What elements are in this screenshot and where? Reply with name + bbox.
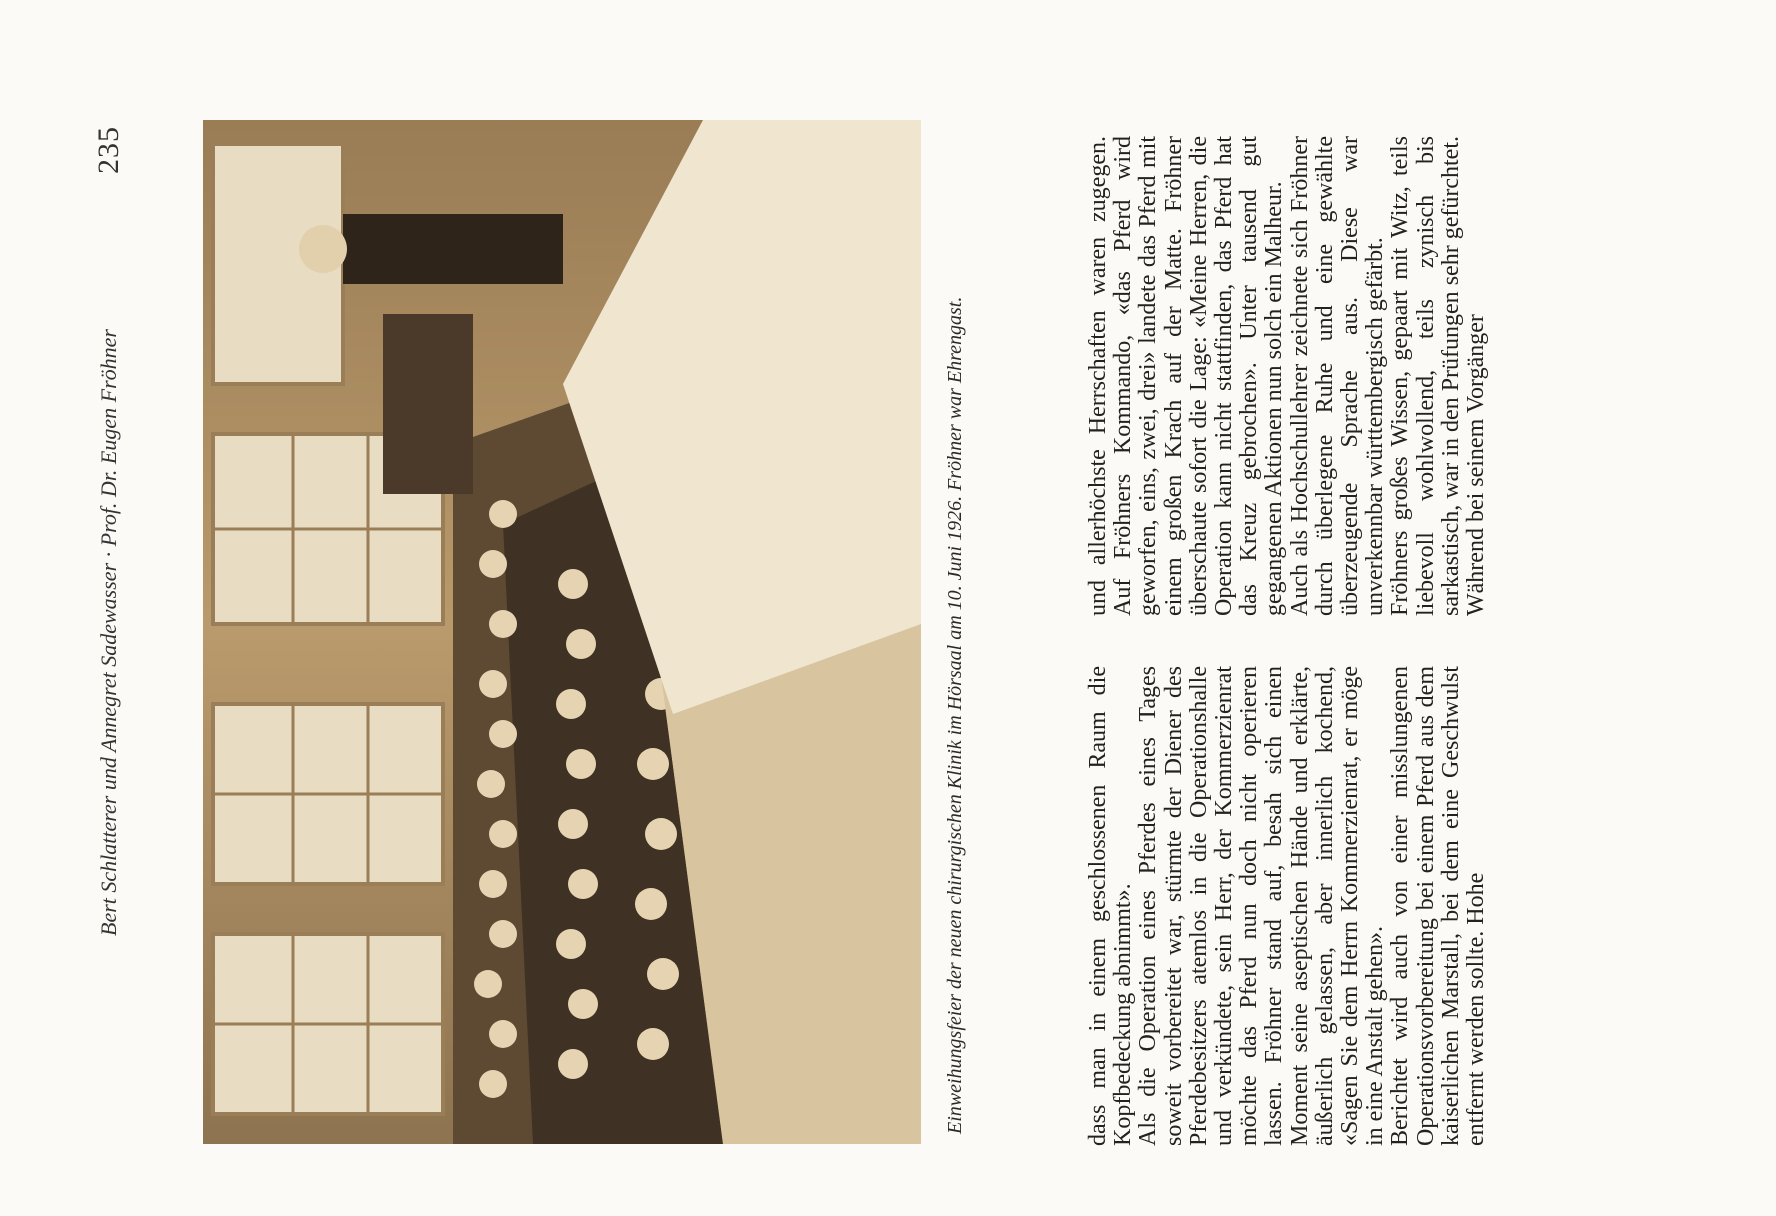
running-head: Bert Schlatterer und Annegret Sadewasser · Prof. Dr. Eugen Fröhner — [96, 329, 121, 936]
paragraph: Fröhners großes Wissen, gepaart mit Witz, teils liebevoll wohlwollend, teils zynisch bis sarkastisch, war in den Prüfungen sehr gefürchtet. Während bei seinem Vorgänger — [1387, 136, 1490, 616]
text-column-left — [1086, 666, 1489, 1146]
page-number: 235 — [92, 126, 125, 174]
lecture-hall-image — [203, 120, 921, 1144]
paragraph: und allerhöchste Herrschaften waren zugegen. Auf Fröhners Kommando, «das Pferd wird geworfen, eins, zwei, drei» landete das Pferd mit einem großen Krach auf der Matte. Fröhner überschaute sofort die Lage: «Meine Herren, die Operation kann nicht stattfinden, das Pferd hat das Kreuz gebrochen». Unter tausend gut gegangenen Aktionen nun solch ein Malheur. — [1085, 136, 1288, 616]
paragraph: Als die Operation eines Pferdes eines Tages soweit vorbereitet war, stürmte der Diener des Pferdebesitzers atemlos in die Operationshalle und verkündete, sein Herr, der Kommerzienrat möchte das Pferd nun doch nicht operieren lassen. Fröhner stand auf, besah sich einen Moment seine aseptischen Hände und erklärte, äußerlich gelassen, aber innerlich kochend, «Sagen Sie dem Herrn Kommerzienrat, er möge in eine Anstalt gehen». — [1135, 666, 1389, 1146]
historical-photo — [203, 120, 921, 1144]
paragraph: dass man in einem geschlossenen Raum die Kopfbedeckung abnimmt». — [1085, 666, 1137, 1146]
paragraph: Berichtet wird auch von einer misslungenen Operationsvorbereitung bei einem Pferd aus dem kaiserlichen Marstall, bei dem eine Geschwulst entfernt werden sollte. Hohe — [1387, 666, 1490, 1146]
text-column-right — [1086, 136, 1489, 616]
paragraph: Auch als Hochschullehrer zeichnete sich Fröhner durch überlegene Ruhe und eine gewählte überzeugende Sprache aus. Diese war unverkennbar württembergisch gefärbt. — [1286, 136, 1389, 616]
photo-caption: Einweihungsfeier der neuen chirurgischen Klinik im Hörsaal am 10. Juni 1926. Fröhner war Ehrengast. — [944, 296, 966, 1134]
